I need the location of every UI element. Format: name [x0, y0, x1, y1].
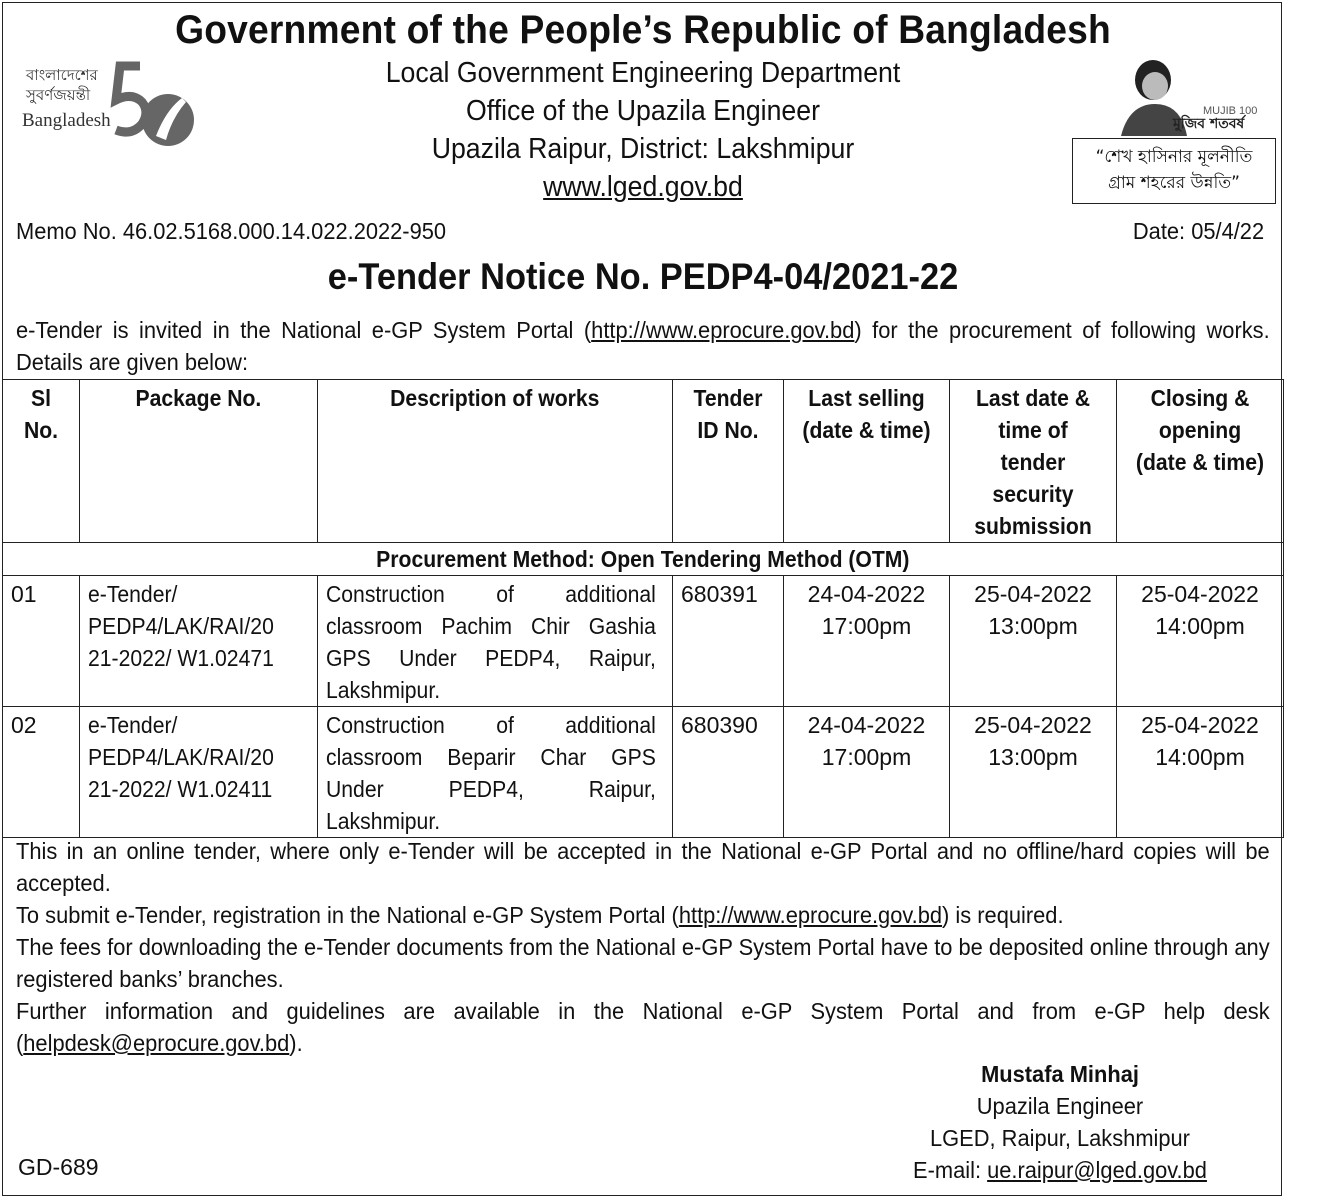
cell-security: 25-04-2022 13:00pm: [950, 576, 1117, 707]
table-row: [3, 707, 1284, 838]
signatory-email-link[interactable]: ue.raipur@lged.gov.bd: [987, 1157, 1207, 1183]
notice-title: e-Tender Notice No. PEDP4-04/2021-22: [327, 256, 959, 297]
header-last-security: Last date & time of tender security submission: [950, 380, 1117, 543]
logo-english: Bangladesh: [22, 110, 111, 131]
cell-sl: 02: [3, 707, 80, 838]
mujib-100-logo: [1115, 58, 1258, 136]
condition-online-only: This in an online tender, where only e-Tender will be accepted in the National e-GP Portal and no offline/hard copies will be accepted.: [16, 838, 1270, 896]
mujib-bangla-text: মুজিব শতবর্ষ: [1173, 116, 1245, 132]
header-package: Package No.: [80, 380, 318, 543]
procurement-method: Procurement Method: Open Tendering Method (OTM): [3, 543, 1284, 576]
table-row: [3, 576, 1284, 707]
header-last-selling: Last selling (date & time): [784, 380, 950, 543]
memo-row: [16, 218, 1264, 245]
government-title: Government of the People’s Republic of Bangladesh: [175, 8, 1111, 52]
cell-closing: 25-04-2022 14:00pm: [1117, 576, 1284, 707]
eprocure-link[interactable]: http://www.eprocure.gov.bd: [591, 317, 855, 343]
memo-date: Date: 05/4/22: [1132, 218, 1264, 244]
signatory-email-line: E-mail: ue.raipur@lged.gov.bd: [913, 1157, 1207, 1183]
cell-sl: 01: [3, 576, 80, 707]
cell-tender-id: 680391: [673, 576, 784, 707]
office-name: Office of the Upazila Engineer: [466, 95, 820, 127]
portrait-face-shape: [1142, 72, 1168, 100]
logo-five-shape: [116, 66, 146, 132]
golden-jubilee-logo: [20, 58, 200, 158]
footer-conditions: [16, 835, 1270, 1059]
slogan-line1: “শেখ হাসিনার মূলনীতি: [1095, 147, 1253, 167]
cell-security: 25-04-2022 13:00pm: [950, 707, 1117, 838]
condition-registration: To submit e-Tender, registration in the National e-GP System Portal (http://www.eprocure.gov.bd) is required.: [16, 902, 1064, 928]
department-name: Local Government Engineering Department: [385, 57, 901, 89]
intro-paragraph: e-Tender is invited in the National e-GP System Portal (http://www.eprocure.gov.bd) for the procurement of following works. Details are given below:: [16, 317, 1270, 375]
slogan-box: [1072, 138, 1276, 204]
cell-package: e-Tender/ PEDP4/LAK/RAI/20 21-2022/ W1.02411: [80, 707, 318, 838]
header-closing: Closing & opening (date & time): [1117, 380, 1284, 543]
cell-closing: 25-04-2022 14:00pm: [1117, 707, 1284, 838]
office-location: Upazila Raipur, District: Lakshmipur: [431, 133, 855, 165]
cell-last-selling: 24-04-2022 17:00pm: [784, 576, 950, 707]
condition-fees: The fees for downloading the e-Tender documents from the National e-GP System Portal have to be deposited online through any registered banks’ branches.: [16, 934, 1270, 992]
cell-tender-id: 680390: [673, 707, 784, 838]
table-header-row: [3, 380, 1284, 543]
logo-bangla-line2: সুবর্ণজয়ন্তী: [26, 86, 91, 104]
header-sl: Sl No.: [3, 380, 80, 543]
logo-bangla-line1: বাংলাদেশের: [26, 66, 98, 84]
signature-block: [780, 1058, 1340, 1186]
signatory-title: Upazila Engineer: [976, 1093, 1144, 1119]
cell-description: Construction of additional classroom Beparir Char GPS Under PEDP4, Raipur, Lakshmipur.: [318, 707, 673, 838]
signatory-name: Mustafa Minhaj: [981, 1061, 1139, 1087]
cell-description: Construction of additional classroom Pachim Chir Gashia GPS Under PEDP4, Raipur, Lakshmipur.: [318, 576, 673, 707]
slogan-line2: গ্রাম শহরের উন্নতি”: [1108, 173, 1240, 193]
memo-number: Memo No. 46.02.5168.000.14.022.2022-950: [16, 218, 447, 244]
signatory-org: LGED, Raipur, Lakshmipur: [930, 1125, 1190, 1151]
method-row: [3, 543, 1284, 576]
header-tender-id: Tender ID No.: [673, 380, 784, 543]
cell-last-selling: 24-04-2022 17:00pm: [784, 707, 950, 838]
condition-helpdesk: Further information and guidelines are available in the National e-GP System Portal and from e-GP help desk (helpdesk@eprocure.gov.bd).: [16, 998, 1270, 1056]
website-link[interactable]: www.lged.gov.bd: [543, 171, 743, 203]
tender-table: [2, 379, 1284, 838]
cell-package: e-Tender/ PEDP4/LAK/RAI/20 21-2022/ W1.02471: [80, 576, 318, 707]
helpdesk-email-link[interactable]: helpdesk@eprocure.gov.bd: [23, 1030, 290, 1056]
header-description: Description of works: [318, 380, 673, 543]
gd-number: GD-689: [18, 1154, 99, 1180]
eprocure-link-footer[interactable]: http://www.eprocure.gov.bd: [678, 902, 943, 928]
mujib-english-text: MUJIB 100: [1203, 105, 1258, 117]
